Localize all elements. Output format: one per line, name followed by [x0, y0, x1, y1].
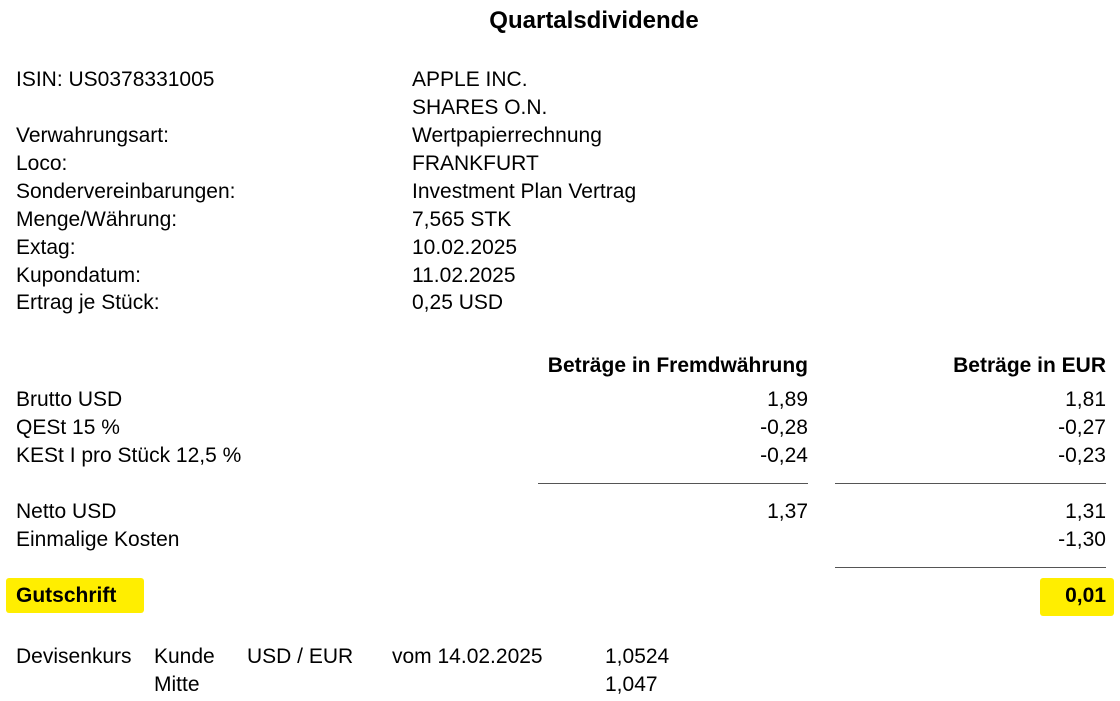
row-label: Brutto USD	[16, 388, 123, 411]
custody-type-value: Wertpapierrechnung	[412, 124, 602, 147]
custody-type-label: Verwahrungsart:	[16, 124, 169, 147]
loco-label: Loco:	[16, 152, 68, 175]
row-foreign-value: -0,28	[760, 416, 808, 439]
fx-mid-rate: 1,047	[605, 673, 658, 696]
row-foreign-value: -0,24	[760, 444, 808, 467]
isin-label: ISIN: US0378331005	[16, 68, 215, 91]
fx-customer-rate: 1,0524	[605, 645, 670, 668]
header-foreign-currency: Beträge in Fremdwährung	[547, 354, 808, 377]
row-eur-value: -0,27	[1058, 416, 1106, 439]
loco-value: FRANKFURT	[412, 152, 539, 175]
yield-per-share-label: Ertrag je Stück:	[16, 291, 160, 314]
total-rule-eur	[835, 567, 1106, 568]
ex-date-label: Extag:	[16, 236, 76, 259]
fx-mid-label: Mitte	[154, 673, 200, 696]
coupon-date-label: Kupondatum:	[16, 264, 141, 287]
coupon-date-value: 11.02.2025	[412, 264, 516, 287]
yield-per-share-value: 0,25 USD	[412, 291, 504, 314]
fx-currency-pair: USD / EUR	[247, 645, 354, 668]
net-foreign-value: 1,37	[767, 500, 808, 523]
fx-label: Devisenkurs	[16, 645, 132, 668]
net-label: Netto USD	[16, 500, 117, 523]
costs-label: Einmalige Kosten	[16, 528, 180, 551]
security-name-line1: APPLE INC.	[412, 68, 528, 91]
subtotal-rule-eur	[835, 483, 1106, 484]
subtotal-rule-foreign	[538, 483, 808, 484]
row-label: QESt 15 %	[16, 416, 120, 439]
ex-date-value: 10.02.2025	[412, 236, 518, 259]
fx-date: vom 14.02.2025	[392, 645, 543, 668]
net-eur-value: 1,31	[1065, 500, 1106, 523]
security-name-line2: SHARES O.N.	[412, 96, 548, 119]
fx-customer-label: Kunde	[154, 645, 215, 668]
header-eur: Beträge in EUR	[953, 354, 1106, 377]
special-agreements-label: Sondervereinbarungen:	[16, 180, 236, 203]
document-title: Quartalsdividende	[489, 7, 699, 34]
row-eur-value: 1,81	[1065, 388, 1106, 411]
row-foreign-value: 1,89	[767, 388, 808, 411]
special-agreements-value: Investment Plan Vertrag	[412, 180, 637, 203]
credit-eur-value: 0,01	[1065, 584, 1106, 607]
quantity-currency-label: Menge/Währung:	[16, 208, 178, 231]
quantity-currency-value: 7,565 STK	[412, 208, 512, 231]
row-label: KESt I pro Stück 12,5 %	[16, 444, 242, 467]
credit-label: Gutschrift	[16, 584, 117, 607]
costs-eur-value: -1,30	[1058, 528, 1106, 551]
row-eur-value: -0,23	[1058, 444, 1106, 467]
